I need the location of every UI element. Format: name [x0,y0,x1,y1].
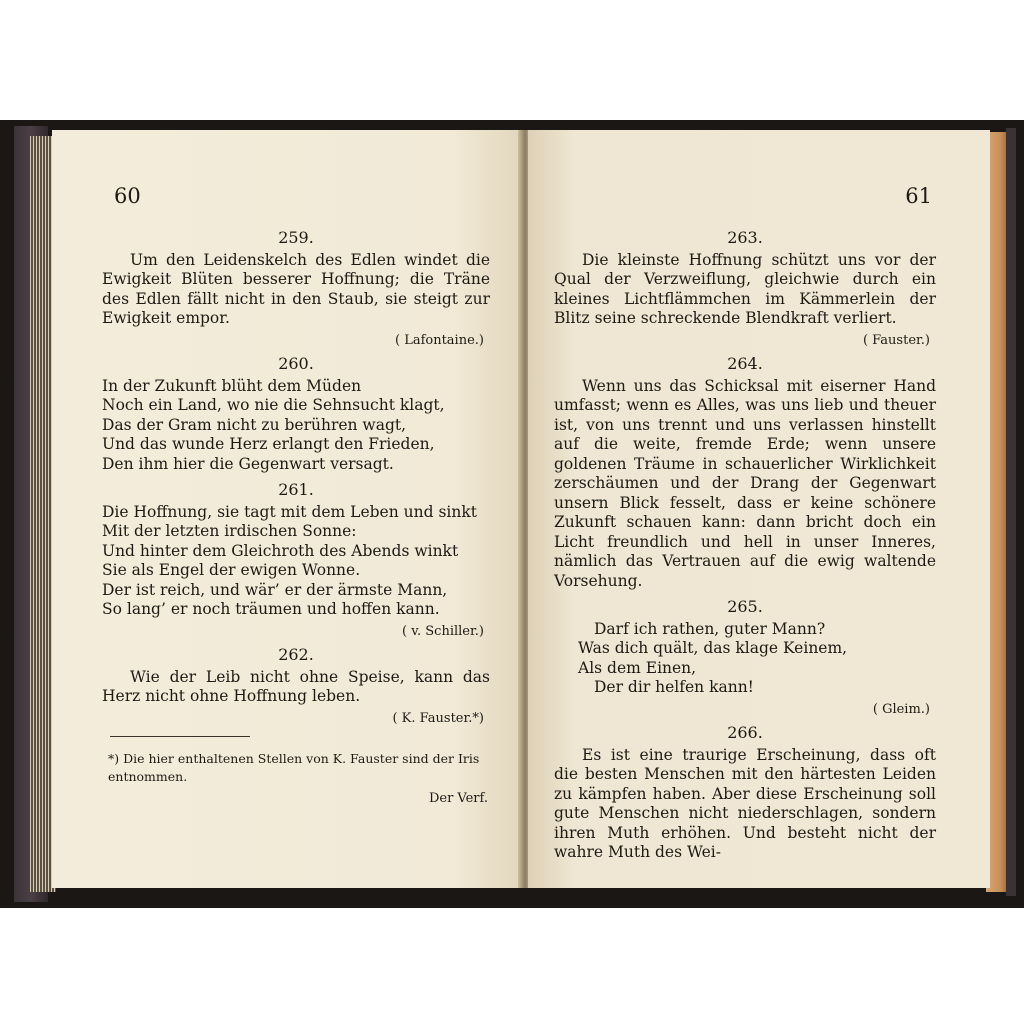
text-line: Die Hoffnung, sie tagt mit dem Leben und sinkt [102,502,477,521]
text-line: Wenn uns das Schicksal mit eiserner Hand umfasst; wenn es Alles, was uns lieb und theuer ist, von uns trennt und uns verlassen hinstellt auf die weite, fremde Erde; wenn unsere goldenen Träume in schauerlicher Wirklichkeit zerschäumen und der Drang der Gegenwart unsern Blick fesselt, dass er keine schönere Zukunft schauen kann: dann bricht doch ein Licht freundlich und hell in unser Inneres, nämlich das Vertrauen auf die ewig waltende Vorsehung. [554,376,936,590]
right-page [528,130,990,888]
book-cover-right [1006,128,1016,896]
text-line: Noch ein Land, wo nie die Sehnsucht klagt, [102,396,445,414]
entry [554,597,936,719]
entry [102,645,490,728]
footnote-text: *) Die hier enthaltenen Stellen von K. Fauster sind der Iris entnommen. [108,751,480,784]
text-line: Was dich quält, das klage Keinem, [578,639,848,657]
page-number: 60 [114,184,141,208]
entry [554,228,936,350]
entry [554,354,936,597]
entry-number: 261. [278,480,314,499]
verse-text [102,503,490,620]
attribution: ( v. Schiller.) [402,623,484,639]
text-line: In der Zukunft blüht dem Müden [102,376,362,395]
text-line: Mit der letzten irdischen Sonne: [102,522,357,540]
text-line: Darf ich rathen, guter Mann? [594,619,826,638]
text-line: Der dir helfen kann! [594,678,754,696]
page-number: 61 [905,184,932,208]
entry [554,723,936,869]
prose-text [554,746,936,863]
text-line: Es ist eine traurige Erscheinung, dass oft die besten Menschen mit den härtesten Leiden zu kämpfen haben. Aber diese Erscheinung soll gute Menschen nicht niederschlagen, sondern ihren Muth erhöhen. Und besteht nicht der wahre Muth des Wei- [554,745,936,861]
text-line: Den ihm hier die Gegenwart versagt. [102,454,394,473]
left-page [52,130,522,888]
prose-text [554,377,936,592]
prose-text [102,668,490,707]
entry-number: 264. [727,354,763,373]
entry [102,354,490,480]
entry [102,480,490,641]
page-content [554,228,936,869]
footnote-signature: Der Verf. [428,791,488,806]
footnote-rule [110,736,250,737]
text-line: So lang’ er noch träumen und hoffen kann. [102,600,440,618]
prose-text [102,251,490,329]
attribution: ( Fauster.) [862,332,930,348]
entry-number: 265. [727,597,763,616]
page-content [102,228,490,732]
attribution: ( Gleim.) [872,701,930,717]
entry-number: 260. [278,354,314,373]
verse-text [102,377,490,475]
attribution: ( K. Fauster.*) [392,710,484,726]
attribution: ( Lafontaine.) [394,332,484,348]
entry [102,228,490,350]
entry-number: 266. [727,723,763,742]
text-line: Um den Leidenskelch des Edlen windet die Ewigkeit Blüten besserer Hoffnung; die Träne des Edlen fällt nicht in den Staub, sie steigt zur Ewigkeit empor. [102,250,490,327]
prose-text [554,251,936,329]
text-line: Und das wunde Herz erlangt den Frieden, [102,435,435,453]
entry-number: 263. [727,228,763,247]
text-line: Die kleinste Hoffnung schützt uns vor der Qual der Verzweiflung, gleichwie durch ein kleines Lichtflämmchen im Kämmerlein der Blitz seine schreckende Blendkraft verliert. [554,250,936,327]
footnote [108,750,488,808]
text-line: Wie der Leib nicht ohne Speise, kann das Herz nicht ohne Hoffnung leben. [102,667,490,705]
verse-text [554,620,936,698]
text-line: Als dem Einen, [578,658,697,677]
entry-number: 262. [278,645,314,664]
entry-number: 259. [278,228,314,247]
text-line: Und hinter dem Gleichroth des Abends winkt [102,541,459,560]
text-line: Das der Gram nicht zu berühren wagt, [102,415,407,434]
text-line: Sie als Engel der ewigen Wonne. [102,561,361,579]
text-line: Der ist reich, und wär’ er der ärmste Mann, [102,580,448,599]
